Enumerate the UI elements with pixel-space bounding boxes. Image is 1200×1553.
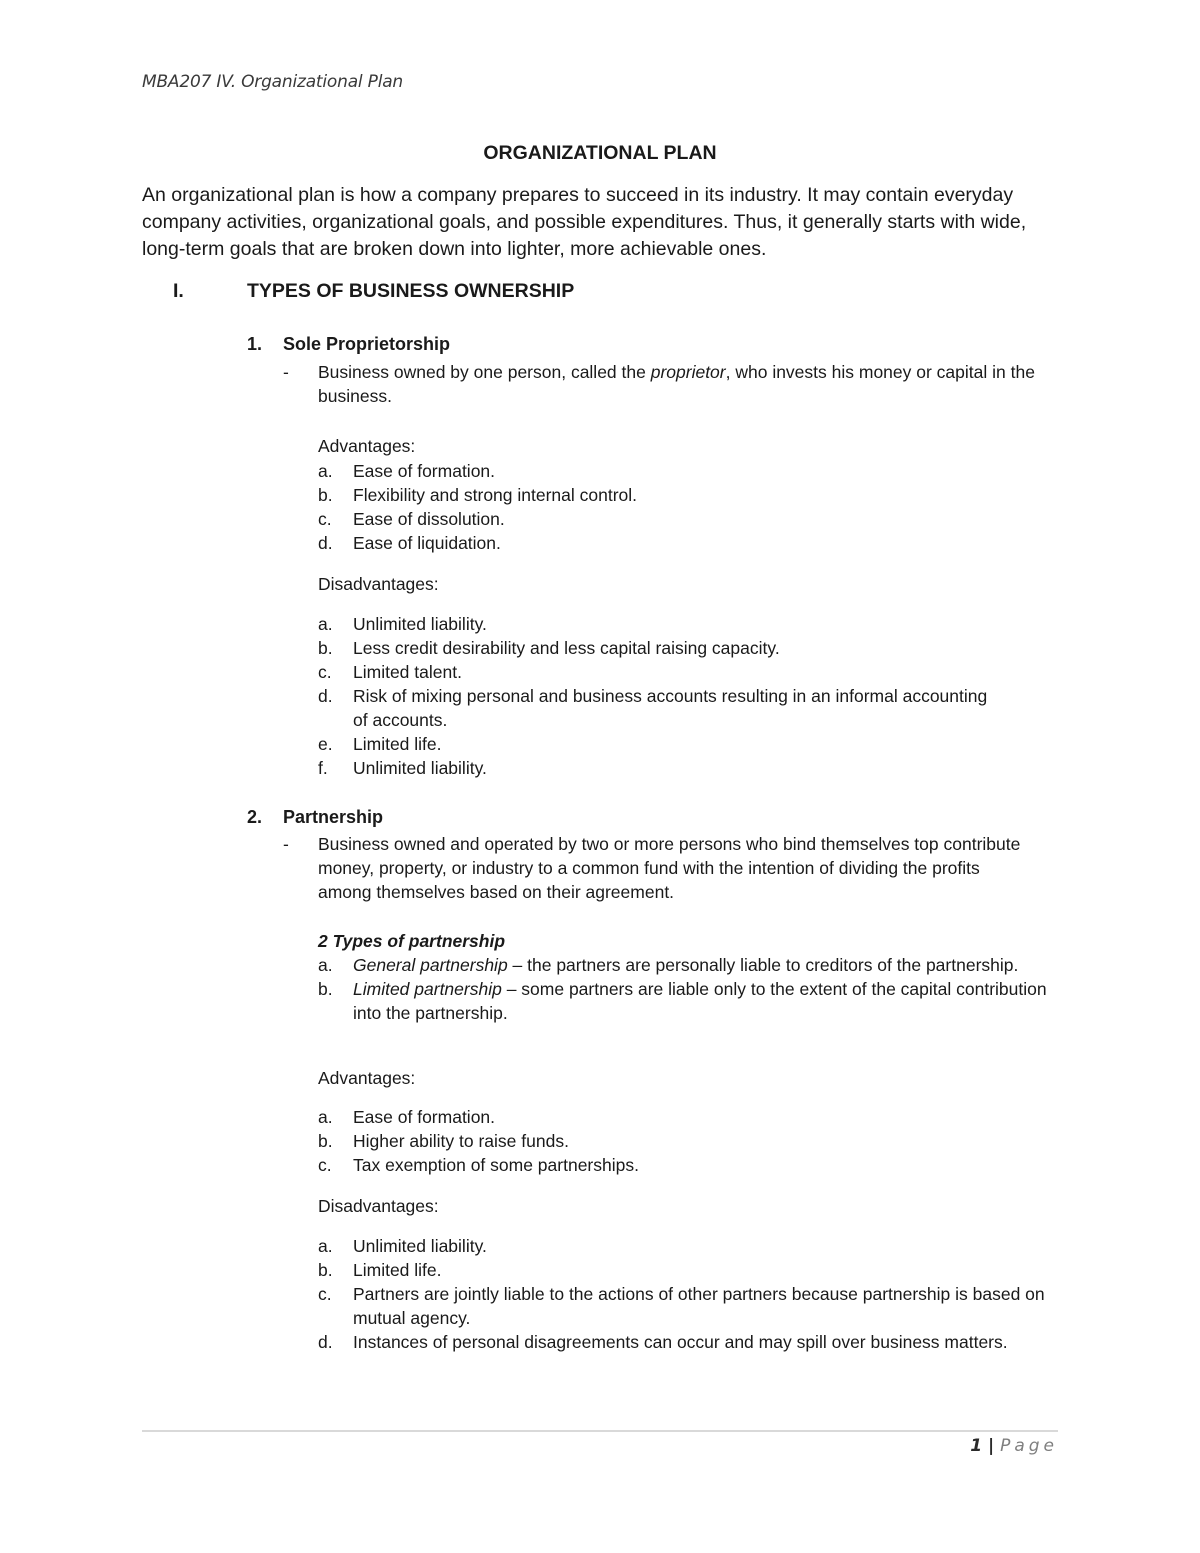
- subsection-number-partnership: 2.: [247, 807, 263, 827]
- intro-paragraph: An organizational plan is how a company prepares to succeed in its industry. It may contain everyday company activities, organizational goals, and possible expenditures. Thus, it generally starts with wide, long-term goals that are broken down into lighter, more achievable ones.: [142, 184, 1027, 260]
- running-header: MBA207 IV. Organizational Plan: [142, 72, 404, 92]
- list-marker: a.: [318, 1236, 333, 1256]
- partnership-types-heading: 2 Types of partnership: [318, 931, 506, 951]
- list-item: [318, 1234, 1058, 1258]
- list-item: [318, 732, 1058, 756]
- list-item: [318, 953, 1058, 977]
- list-text: Higher ability to raise funds.: [353, 1131, 569, 1151]
- list-marker: a.: [318, 461, 333, 481]
- subsection-number-sole: 1.: [247, 334, 263, 354]
- sole-advantages-list: [318, 459, 1058, 555]
- subsection-title-sole: Sole Proprietorship: [283, 334, 451, 354]
- list-marker: d.: [318, 1332, 333, 1352]
- list-item: [318, 684, 1058, 732]
- list-text: Instances of personal disagreements can occur and may spill over business matters.: [353, 1332, 1008, 1352]
- list-marker: c.: [318, 662, 332, 682]
- sole-disadvantages-label: Disadvantages:: [318, 574, 439, 594]
- sole-advantages-label: Advantages:: [318, 436, 416, 456]
- list-item: [318, 483, 1058, 507]
- list-item: [318, 977, 1058, 1025]
- list-item: [318, 1105, 1058, 1129]
- list-marker: b.: [318, 485, 333, 505]
- list-item: [318, 1330, 1058, 1354]
- list-text: Unlimited liability.: [353, 758, 487, 778]
- list-item: [318, 756, 1058, 780]
- desc-text: Business owned by one person, called the: [318, 362, 651, 382]
- dash-marker: -: [283, 362, 289, 382]
- footer-divider: [142, 1430, 1058, 1432]
- list-marker: e.: [318, 734, 333, 754]
- subsection-title-partnership: Partnership: [283, 807, 384, 827]
- list-marker: b.: [318, 638, 333, 658]
- list-text: – the partners are personally liable to creditors of the partnership.: [507, 955, 1019, 975]
- list-item: [318, 459, 1058, 483]
- list-marker: f.: [318, 758, 328, 778]
- partnership-advantages-list: [318, 1105, 1058, 1177]
- dash-marker: -: [283, 834, 289, 854]
- list-marker: b.: [318, 1131, 333, 1151]
- list-text: Tax exemption of some partnerships.: [353, 1155, 639, 1175]
- list-text: Risk of mixing personal and business accounts resulting in an informal accounting of accounts.: [353, 686, 988, 730]
- list-text: Unlimited liability.: [353, 614, 487, 634]
- section-title: TYPES OF BUSINESS OWNERSHIP: [247, 280, 575, 302]
- list-text: Less credit desirability and less capital raising capacity.: [353, 638, 780, 658]
- page-number: 1: [970, 1436, 983, 1456]
- page-separator: |: [982, 1436, 1001, 1456]
- partnership-advantages-label: Advantages:: [318, 1068, 416, 1088]
- sole-description: [318, 360, 1058, 408]
- list-item: [318, 1153, 1058, 1177]
- page-footer: [970, 1436, 1058, 1456]
- desc-term: proprietor: [650, 362, 726, 382]
- list-marker: c.: [318, 509, 332, 529]
- partnership-disadvantages-list: [318, 1234, 1058, 1354]
- document-title: ORGANIZATIONAL PLAN: [483, 142, 717, 164]
- list-text: Limited talent.: [353, 662, 462, 682]
- list-text: Flexibility and strong internal control.: [353, 485, 638, 505]
- list-item: [318, 1282, 1058, 1330]
- type-term: Limited partnership: [353, 979, 502, 999]
- list-text: Unlimited liability.: [353, 1236, 487, 1256]
- section-number: I.: [173, 280, 184, 302]
- list-marker: a.: [318, 614, 333, 634]
- list-item: [318, 636, 1058, 660]
- list-text: – some partners are liable only to the extent of the capital contribution into the partnership.: [353, 979, 1047, 1023]
- list-text: Ease of dissolution.: [353, 509, 505, 529]
- partnership-description: Business owned and operated by two or more persons who bind themselves top contribute money, property, or industry to a common fund with the intention of dividing the profits among themselves based on their agreement.: [318, 834, 1021, 902]
- list-text: Ease of liquidation.: [353, 533, 501, 553]
- list-marker: c.: [318, 1155, 332, 1175]
- list-marker: b.: [318, 979, 333, 999]
- list-text: Ease of formation.: [353, 1107, 496, 1127]
- desc-text: , who invests his money or capital in the business.: [318, 362, 1035, 406]
- page-word: Page: [1000, 1436, 1058, 1456]
- list-text: Ease of formation.: [353, 461, 496, 481]
- sole-disadvantages-list: [318, 612, 1058, 780]
- partnership-disadvantages-label: Disadvantages:: [318, 1196, 439, 1216]
- list-marker: d.: [318, 533, 333, 553]
- partnership-types-list: [318, 953, 1058, 1025]
- list-item: [318, 1129, 1058, 1153]
- list-marker: b.: [318, 1260, 333, 1280]
- list-item: [318, 531, 1058, 555]
- list-marker: a.: [318, 955, 333, 975]
- list-marker: a.: [318, 1107, 333, 1127]
- list-marker: c.: [318, 1284, 332, 1304]
- list-item: [318, 612, 1058, 636]
- list-item: [318, 660, 1058, 684]
- list-text: Limited life.: [353, 1260, 442, 1280]
- type-term: General partnership: [353, 955, 508, 975]
- list-item: [318, 507, 1058, 531]
- list-marker: d.: [318, 686, 333, 706]
- list-text: Limited life.: [353, 734, 442, 754]
- list-text: Partners are jointly liable to the actions of other partners because partnership is based on mutual agency.: [353, 1284, 1045, 1328]
- list-item: [318, 1258, 1058, 1282]
